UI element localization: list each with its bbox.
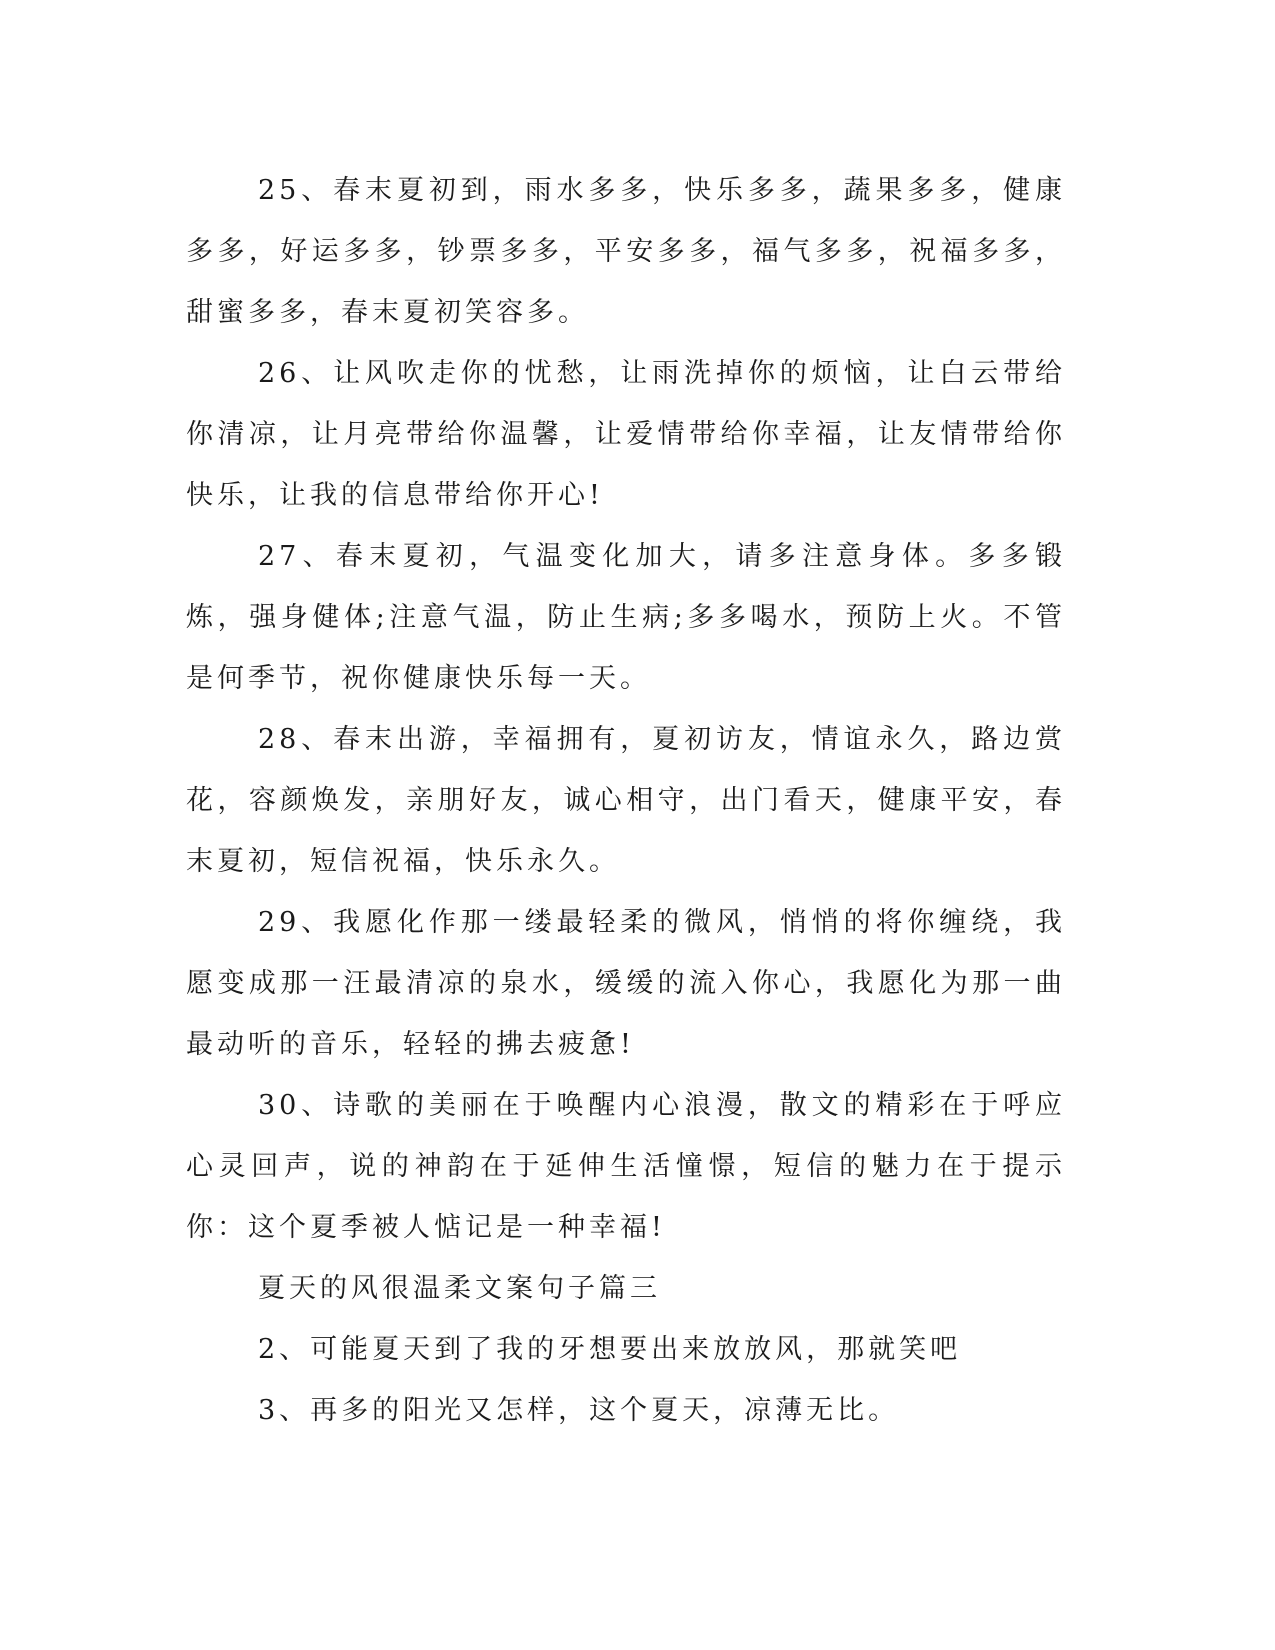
- paragraph-28: 28、春末出游，幸福拥有，夏初访友，情谊永久，路边赏花，容颜焕发，亲朋好友，诚心相守，出门看天，健康平安，春末夏初，短信祝福，快乐永久。: [186, 724, 1066, 877]
- paragraph-29: 29、我愿化作那一缕最轻柔的微风，悄悄的将你缠绕，我愿变成那一汪最清凉的泉水，缓缓的流入你心，我愿化为那一曲最动听的音乐，轻轻的拂去疲惫!: [186, 907, 1066, 1060]
- document-body: [186, 160, 1066, 1441]
- paragraph-27: 27、春末夏初，气温变化加大，请多注意身体。多多锻炼，强身健体;注意气温，防止生病;多多喝水，预防上火。不管是何季节，祝你健康快乐每一天。: [186, 541, 1066, 694]
- section-heading: 夏天的风很温柔文案句子篇三: [258, 1273, 661, 1304]
- paragraph-25: 25、春末夏初到，雨水多多，快乐多多，蔬果多多，健康多多，好运多多，钞票多多，平安多多，福气多多，祝福多多，甜蜜多多，春末夏初笑容多。: [186, 175, 1066, 328]
- paragraph-26: 26、让风吹走你的忧愁，让雨洗掉你的烦恼，让白云带给你清凉，让月亮带给你温馨，让爱情带给你幸福，让友情带给你快乐，让我的信息带给你开心!: [186, 358, 1066, 511]
- paragraph-3: 3、再多的阳光又怎样，这个夏天，凉薄无比。: [258, 1395, 900, 1426]
- paragraph-30: 30、诗歌的美丽在于唤醒内心浪漫，散文的精彩在于呼应心灵回声，说的神韵在于延伸生活憧憬，短信的魅力在于提示你：这个夏季被人惦记是一种幸福!: [186, 1090, 1066, 1243]
- paragraph-2: 2、可能夏天到了我的牙想要出来放放风，那就笑吧: [258, 1334, 962, 1365]
